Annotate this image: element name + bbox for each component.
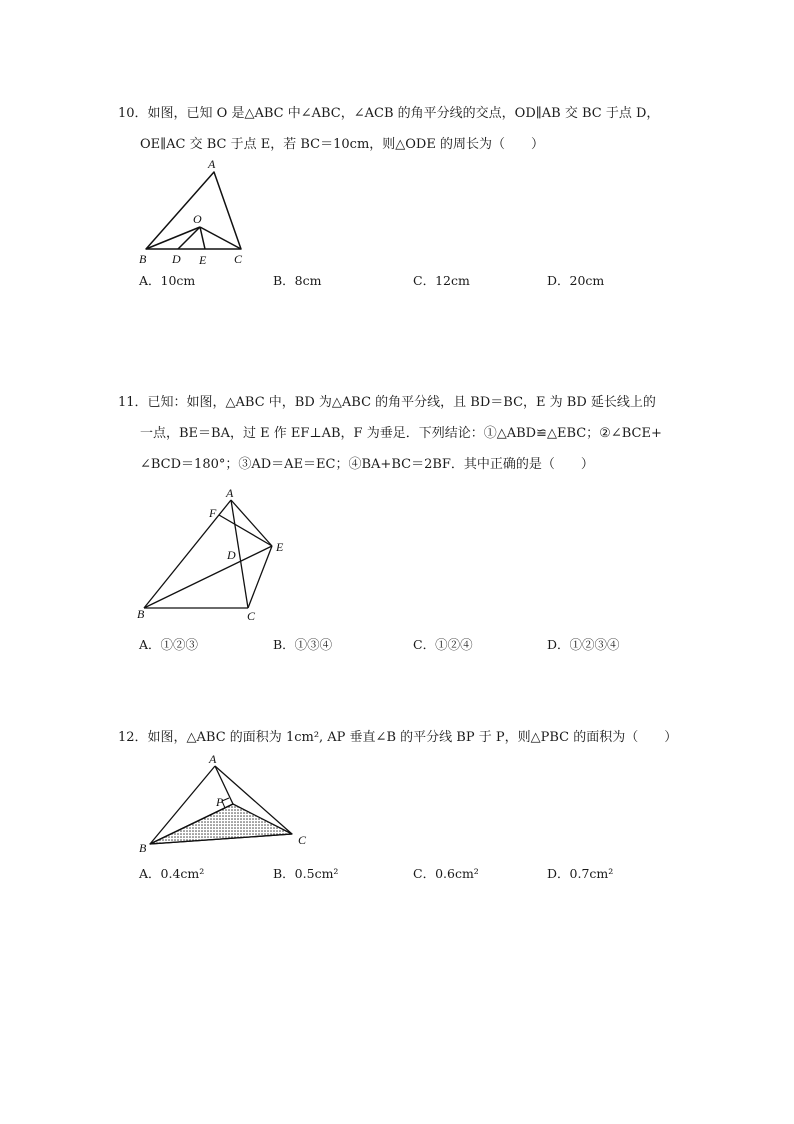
label-d: D: [172, 252, 181, 266]
label-e: E: [199, 253, 207, 267]
label-f: F: [209, 506, 217, 520]
question-12-line-1: 12．如图，△ABC 的面积为 1cm², AP 垂直∠B 的平分线 BP 于 P，则△PBC 的面积为（ ）: [118, 730, 678, 745]
question-11: [118, 387, 678, 480]
question-11-line-3: ∠BCD＝180°；③AD＝AE＝EC；④BA+BC＝2BF．其中正确的是（ ）: [140, 457, 594, 472]
option-q11-d[interactable]: D．①②③④: [547, 637, 620, 652]
segment-ba: [144, 500, 231, 608]
option-q11-b[interactable]: B．①③④: [273, 637, 333, 652]
segment-oe: [200, 227, 205, 249]
label-b: B: [137, 607, 145, 621]
options-q10: [139, 271, 699, 291]
question-11-line-1: 11．已知：如图，△ABC 中，BD 为△ABC 的角平分线，且 BD＝BC，E 为 BD 延长线上的: [118, 395, 656, 410]
segment-od: [178, 227, 200, 249]
question-11-line-2: 一点，BE＝BA，过 E 作 EF⊥AB，F 为垂足．下列结论：①△ABD≌△EBC；②∠BCE+: [140, 426, 662, 441]
figure-q12: [132, 752, 322, 857]
option-q11-a[interactable]: A．①②③: [139, 637, 199, 652]
option-q11-c[interactable]: C．①②④: [413, 637, 473, 652]
option-q12-b[interactable]: B．0.5cm²: [273, 866, 339, 881]
segment-be: [144, 546, 272, 608]
label-c: C: [247, 609, 256, 623]
option-q10-a[interactable]: A．10cm: [139, 273, 196, 288]
option-q10-b[interactable]: B．8cm: [273, 273, 322, 288]
triangle-abc: [146, 172, 241, 249]
segment-fe: [219, 515, 272, 546]
question-10-line-1: 10．如图，已知 O 是△ABC 中∠ABC，∠ACB 的角平分线的交点，OD∥AB 交 BC 于点 D，: [118, 106, 660, 121]
label-c: C: [298, 833, 307, 847]
label-p: P: [216, 795, 224, 809]
label-b: B: [139, 252, 147, 266]
label-a: A: [209, 752, 217, 766]
label-d: D: [227, 548, 236, 562]
option-q10-d[interactable]: D．20cm: [547, 273, 605, 288]
label-e: E: [276, 540, 284, 554]
option-q12-a[interactable]: A．0.4cm²: [139, 866, 205, 881]
segment-ob: [146, 227, 200, 249]
label-o: O: [193, 212, 202, 226]
option-q12-c[interactable]: C．0.6cm²: [413, 866, 479, 881]
label-c: C: [234, 252, 243, 266]
question-10: [118, 98, 678, 160]
question-12: [118, 722, 678, 753]
label-a: A: [226, 486, 234, 500]
option-q10-c[interactable]: C．12cm: [413, 273, 470, 288]
figure-q11: [130, 485, 300, 625]
label-b: B: [139, 841, 147, 855]
option-q12-d[interactable]: D．0.7cm²: [547, 866, 614, 881]
question-10-line-2: OE∥AC 交 BC 于点 E，若 BC＝10cm，则△ODE 的周长为（ ）: [140, 137, 544, 152]
options-q12: [139, 864, 699, 884]
label-a: A: [208, 157, 216, 171]
figure-q10: [134, 155, 254, 270]
options-q11: [139, 635, 699, 655]
